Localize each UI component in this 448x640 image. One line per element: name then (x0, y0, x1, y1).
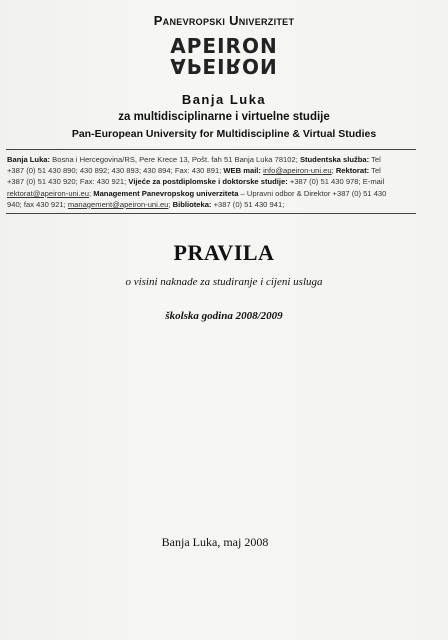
contact-label: Studentska služba: (299, 155, 370, 164)
contact-label: Banja Luka: (7, 155, 51, 164)
document-title: PRAVILA (173, 240, 275, 265)
contact-text: ; (331, 166, 336, 176)
contact-block (7, 154, 415, 210)
place-and-date: Banja Luka, maj 2008 (161, 535, 269, 549)
contact-line-5 (7, 199, 415, 210)
contact-text: ; (89, 188, 94, 198)
contact-text: +387 (0) 51 430 978; E-mail (287, 177, 385, 187)
school-year: školska godina 2008/2009 (165, 310, 283, 322)
university-name: Panevropski Univerzitet (153, 13, 295, 28)
contact-text: +387 (0) 51 430 941; (211, 199, 285, 209)
divider-bottom (6, 213, 416, 214)
contact-text: +387 (0) 51 430 890; 430 892; 430 893; 430 894; Fax: 430 891; (7, 166, 224, 176)
contact-text: +387 (0) 51 430 920; Fax: 430 921; (7, 177, 129, 187)
contact-text: – Upravni odbor & Direktor +387 (0) 51 430 (238, 188, 387, 198)
contact-text: Tel (369, 155, 381, 164)
contact-text: Tel (369, 166, 381, 176)
email-link[interactable]: info@apeiron-uni.eu (263, 166, 332, 176)
university-subtitle-english: Pan-European University for Multidiscipline & Virtual Studies (71, 128, 377, 140)
contact-line-4 (7, 188, 415, 199)
contact-line-1 (7, 154, 415, 165)
divider-top (6, 149, 416, 150)
contact-line-3 (7, 176, 415, 187)
apeiron-logo (0, 36, 448, 76)
email-link[interactable]: rektorat@apeiron-uni.eu (7, 188, 90, 198)
contact-text: ; (168, 199, 173, 209)
contact-label: Management Panevropskog univerziteta (93, 188, 239, 198)
contact-line-2 (7, 165, 415, 176)
university-subtitle-local: za multidisciplinarne i virtuelne studije (118, 111, 330, 123)
contact-label: Biblioteka: (172, 199, 212, 209)
contact-text: Bosna i Hercegovina/RS, Pere Krece 13, Pošt. fah 51 Banja Luka 78102; (50, 155, 300, 164)
contact-label: Rektorat: (335, 166, 370, 176)
email-link[interactable]: management@apeiron-uni.eu (67, 199, 169, 209)
logo-reflection: APEIRON (170, 54, 278, 78)
document-subtitle: o visini naknade za studiranje i cijeni usluga (125, 276, 323, 288)
logo-text: APEIRON (170, 34, 278, 58)
contact-label: Vijeće za postdiplomske i doktorske studije: (128, 177, 288, 187)
university-city: Banja Luka (181, 92, 267, 107)
contact-text: 940; fax 430 921; (7, 199, 68, 209)
contact-label: WEB mail: (223, 166, 261, 176)
